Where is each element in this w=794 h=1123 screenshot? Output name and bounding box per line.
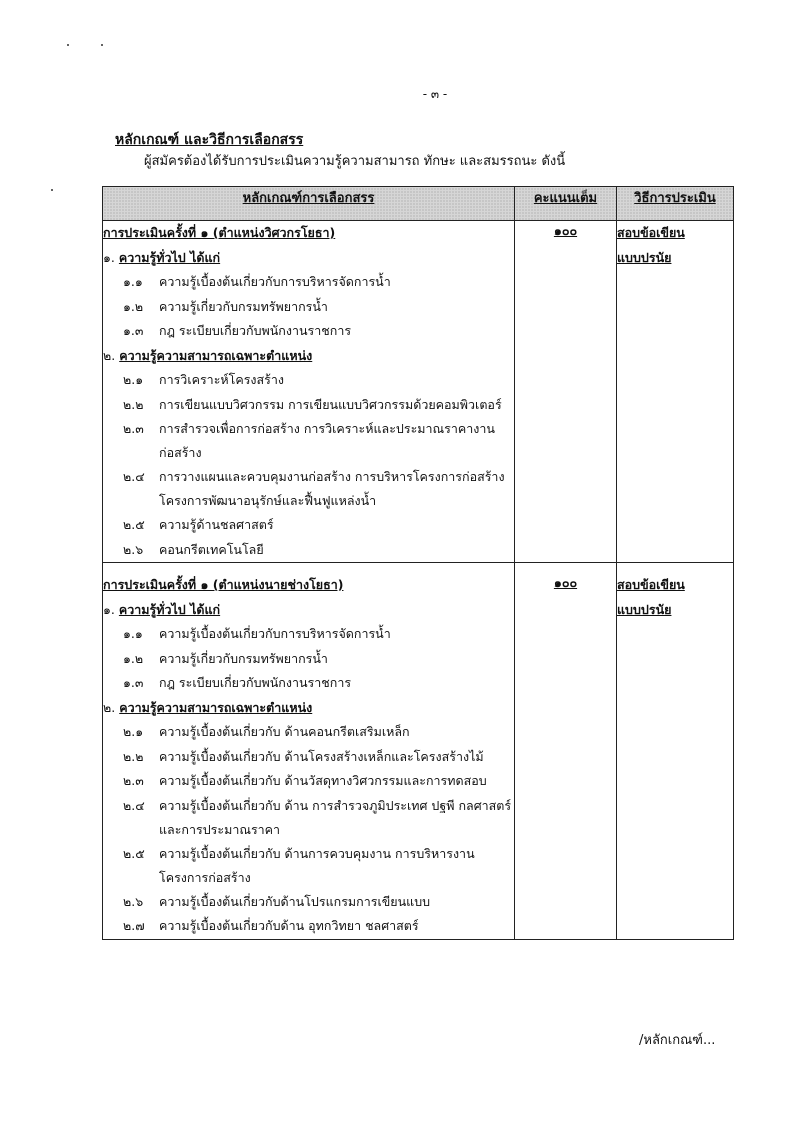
list-item: [103, 671, 514, 696]
section-label: ความรู้ทั่วไป ได้แก่: [118, 249, 221, 265]
header-full-score: คะแนนเต็ม: [515, 187, 617, 221]
list-item: [103, 417, 514, 465]
criteria-cell: [103, 221, 515, 563]
list-item: [103, 794, 514, 842]
section-label: ความรู้ความสามารถเฉพาะตำแหน่ง: [119, 347, 313, 363]
section-heading: [103, 696, 514, 721]
item-text: ความรู้เบื้องต้นเกี่ยวกับด้านโปรแกรมการเขียนแบบ: [159, 893, 431, 909]
item-number: ๒.๖: [123, 893, 144, 909]
item-text: การวางแผนและควบคุมงานก่อสร้าง การบริหารโครงการก่อสร้าง โครงการพัฒนาอนุรักษ์และฟื้นฟูแหล่งน้ำ: [159, 469, 505, 508]
method-cell: [617, 563, 734, 940]
item-number: ๒.๓: [123, 773, 144, 788]
header-criteria: หลักเกณฑ์การเลือกสรร: [103, 187, 515, 221]
full-score-cell: [515, 563, 617, 940]
assessment-title: การประเมินครั้งที่ ๑ (ตำแหน่งวิศวกรโยธา): [103, 225, 336, 240]
item-text: ความรู้เบื้องต้นเกี่ยวกับ ด้านวัสดุทางวิศวกรรมและการทดสอบ: [159, 773, 487, 788]
list-item: [103, 842, 514, 890]
item-number: ๒.๔: [123, 469, 145, 484]
scan-speck: [67, 44, 69, 46]
section-number: ๑.: [103, 249, 115, 265]
item-text: ความรู้เบื้องต้นเกี่ยวกับ ด้านการควบคุมงาน การบริหารงาน โครงการก่อสร้าง: [159, 845, 475, 885]
item-number: ๑.๒: [123, 298, 144, 314]
item-text: ความรู้เบื้องต้นเกี่ยวกับ ด้าน การสำรวจภูมิประเทศ ปฐพี กลศาสตร์ และการประมาณราคา: [159, 797, 512, 837]
scan-speck: [101, 44, 103, 46]
criteria-table: [102, 186, 734, 940]
full-score-cell: [515, 221, 617, 563]
method-line: สอบข้อเขียน: [617, 225, 685, 240]
item-number: ๒.๒: [123, 396, 144, 412]
assessment-title: การประเมินครั้งที่ ๑ (ตำแหน่งนายช่างโยธา): [103, 577, 344, 592]
section-number: ๒.: [103, 347, 116, 363]
item-number: ๒.๓: [123, 421, 144, 436]
item-text: การสำรวจเพื่อการก่อสร้าง การวิเคราะห์และประมาณราคางาน ก่อสร้าง: [159, 421, 495, 460]
item-number: ๑.๑: [123, 274, 143, 289]
item-text: ความรู้ด้านชลศาสตร์: [159, 517, 274, 532]
item-text: กฎ ระเบียบเกี่ยวกับพนักงานราชการ: [159, 675, 352, 690]
item-text: ความรู้เบื้องต้นเกี่ยวกับการบริหารจัดการน้ำ: [159, 274, 391, 289]
list-item: [103, 513, 514, 538]
item-text: ความรู้เบื้องต้นเกี่ยวกับ ด้านโครงสร้างเหล็กและโครงสร้างไม้: [159, 748, 484, 764]
criteria-cell: [103, 563, 515, 940]
section-number: ๒.: [103, 699, 116, 715]
item-number: ๒.๒: [123, 748, 144, 764]
item-text: ความรู้เบื้องต้นเกี่ยวกับ ด้านคอนกรีตเสริมเหล็ก: [159, 724, 410, 739]
item-number: ๑.๒: [123, 650, 144, 666]
method-line: สอบข้อเขียน: [617, 577, 685, 592]
item-number: ๒.๑: [123, 724, 144, 739]
list-item: [103, 622, 514, 647]
list-item: [103, 295, 514, 320]
item-text: การเขียนแบบวิศวกรรม การเขียนแบบวิศวกรรมด้วยคอมพิวเตอร์: [159, 396, 502, 412]
section-title: หลักเกณฑ์ และวิธีการเลือกสรร: [115, 132, 304, 148]
item-text: การวิเคราะห์โครงสร้าง: [159, 372, 284, 387]
page-number: - ๓ -: [422, 87, 448, 101]
list-item: [103, 465, 514, 513]
section-label: ความรู้ทั่วไป ได้แก่: [118, 601, 221, 617]
intro-text: ผู้สมัครต้องได้รับการประเมินความรู้ความสามารถ ทักษะ และสมรรถนะ ดังนี้: [144, 154, 566, 169]
item-number: ๒.๔: [123, 797, 145, 813]
item-number: ๒.๖: [123, 541, 144, 557]
section-heading: [103, 344, 514, 369]
method-line: แบบปรนัย: [617, 601, 672, 617]
scan-speck: [51, 189, 53, 191]
full-score-value: ๑๐๐: [553, 223, 578, 238]
list-item: [103, 769, 514, 794]
table-header-row: [103, 187, 734, 221]
list-item: [103, 538, 514, 563]
table-row: [103, 563, 734, 940]
table-row: [103, 221, 734, 563]
section-heading: [103, 246, 514, 271]
list-item: [103, 745, 514, 770]
section-label: ความรู้ความสามารถเฉพาะตำแหน่ง: [119, 699, 313, 715]
method-line: แบบปรนัย: [617, 249, 672, 265]
list-item: [103, 368, 514, 393]
item-number: ๑.๓: [123, 323, 144, 338]
item-text: คอนกรีตเทคโนโลยี: [159, 541, 264, 557]
method-cell: [617, 221, 734, 563]
item-text: ความรู้เบื้องต้นเกี่ยวกับการบริหารจัดการน้ำ: [159, 626, 391, 641]
item-text: กฎ ระเบียบเกี่ยวกับพนักงานราชการ: [159, 323, 352, 338]
item-text: ความรู้เบื้องต้นเกี่ยวกับด้าน อุทกวิทยา ชลศาสตร์: [159, 918, 419, 933]
continuation-marker: /หลักเกณฑ์...: [639, 1033, 716, 1048]
full-score-value: ๑๐๐: [553, 575, 578, 590]
list-item: [103, 914, 514, 939]
item-number: ๒.๗: [123, 918, 145, 933]
item-number: ๒.๕: [123, 517, 145, 532]
item-number: ๒.๕: [123, 845, 145, 861]
list-item: [103, 890, 514, 915]
list-item: [103, 319, 514, 344]
item-text: ความรู้เกี่ยวกับกรมทรัพยากรน้ำ: [159, 298, 328, 314]
item-number: ๑.๓: [123, 675, 144, 690]
list-item: [103, 647, 514, 672]
header-method: วิธีการประเมิน: [617, 187, 734, 221]
item-number: ๑.๑: [123, 626, 143, 641]
item-number: ๒.๑: [123, 372, 144, 387]
section-number: ๑.: [103, 601, 115, 617]
section-heading: [103, 598, 514, 623]
list-item: [103, 270, 514, 295]
list-item: [103, 393, 514, 418]
item-text: ความรู้เกี่ยวกับกรมทรัพยากรน้ำ: [159, 650, 328, 666]
list-item: [103, 720, 514, 745]
